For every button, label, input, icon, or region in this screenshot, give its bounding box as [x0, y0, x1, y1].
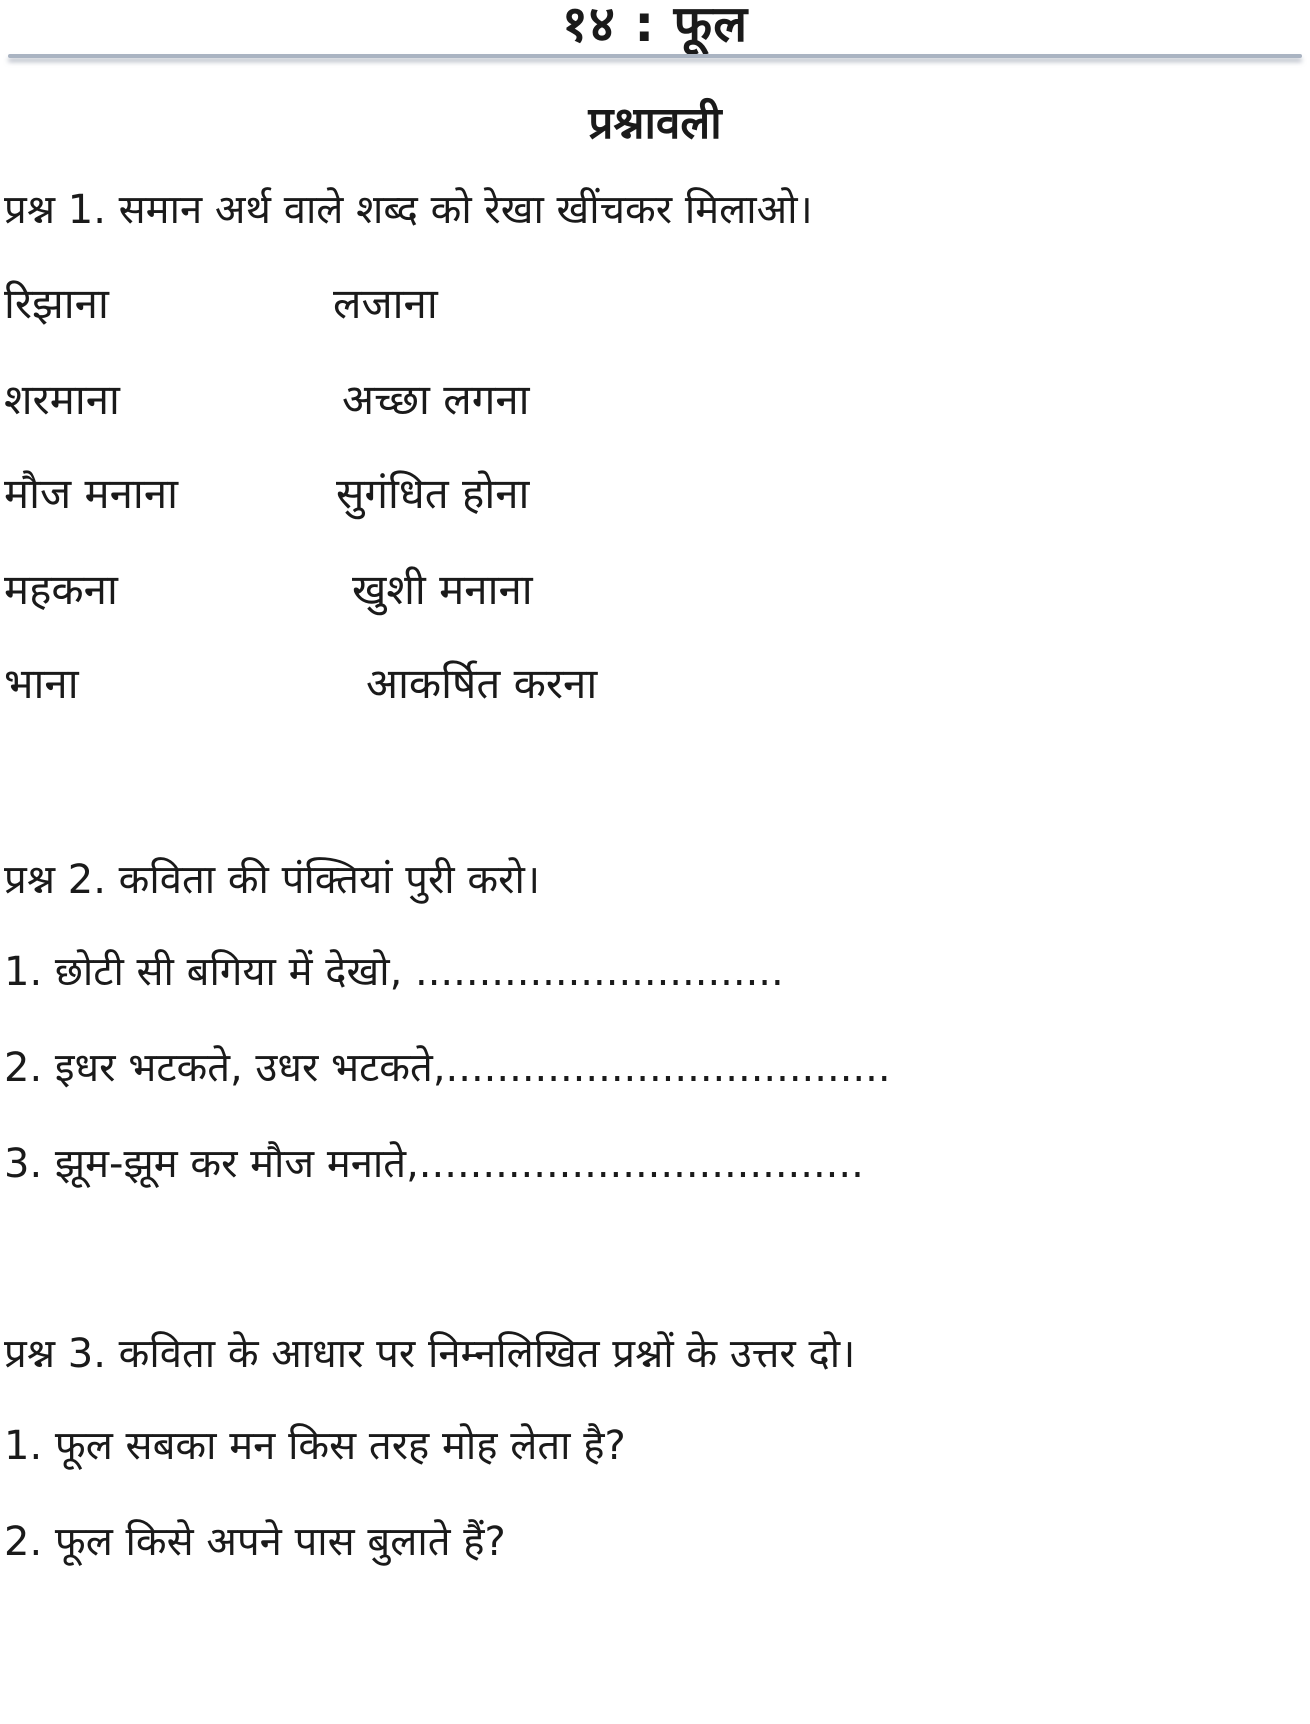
fill-in-line: 3. झूम-झूम कर मौज मनाते,................................... [4, 1141, 864, 1187]
match-left-word: महकना [4, 565, 118, 614]
question-3-prompt: प्रश्न 3. कविता के आधार पर निम्नलिखित प्रश्नों के उत्तर दो। [4, 1331, 856, 1377]
fill-in-line: 1. छोटी सी बगिया में देखो, ............................. [4, 949, 784, 995]
match-right-word: लजाना [333, 279, 438, 328]
chapter-title: १४ : फूल [561, 0, 749, 53]
question-line: 1. फूल सबका मन किस तरह मोह लेता है? [4, 1423, 626, 1469]
match-right-word: अच्छा लगना [342, 375, 530, 424]
match-left-word: भाना [4, 659, 79, 708]
question-line: 2. फूल किसे अपने पास बुलाते हैं? [4, 1519, 506, 1565]
title-divider [8, 54, 1302, 58]
match-right-word: सुगंधित होना [336, 469, 530, 518]
section-title: प्रश्नावली [588, 98, 722, 149]
match-left-word: शरमाना [4, 375, 120, 424]
match-right-word: खुशी मनाना [352, 565, 533, 614]
match-left-word: मौज मनाना [4, 469, 179, 518]
match-left-word: रिझाना [4, 279, 109, 328]
question-1-prompt: प्रश्न 1. समान अर्थ वाले शब्द को रेखा खींचकर मिलाओ। [4, 187, 813, 233]
match-right-word: आकर्षित करना [366, 659, 598, 708]
fill-in-line: 2. इधर भटकते, उधर भटकते,................................... [4, 1045, 891, 1091]
question-2-prompt: प्रश्न 2. कविता की पंक्तियां पुरी करो। [4, 857, 540, 903]
